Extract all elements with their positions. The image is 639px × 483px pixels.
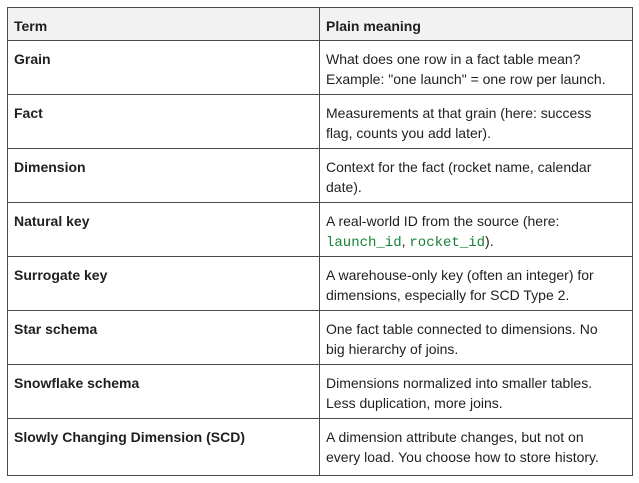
meaning-cell xyxy=(320,203,633,257)
meaning-cell xyxy=(320,41,633,95)
term-cell: Natural key xyxy=(8,203,320,257)
meaning-line: A real-world ID from the source (here: xyxy=(326,213,560,229)
term-cell: Snowflake schema xyxy=(8,365,320,419)
table-row xyxy=(8,311,633,365)
header-meaning: Plain meaning xyxy=(320,8,633,41)
meaning-line: Dimensions normalized into smaller tables. xyxy=(326,375,593,391)
glossary-table xyxy=(7,7,633,476)
table-row xyxy=(8,149,633,203)
code-rocket-id: rocket_id xyxy=(409,235,486,251)
term-cell: Surrogate key xyxy=(8,257,320,311)
header-term: Term xyxy=(8,8,320,41)
meaning-line: flag, counts you add later). xyxy=(326,125,491,141)
table-row xyxy=(8,365,633,419)
meaning-cell xyxy=(320,311,633,365)
table-row xyxy=(8,41,633,95)
meaning-cell xyxy=(320,95,633,149)
meaning-line: What does one row in a fact table mean? xyxy=(326,51,581,67)
meaning-line: Context for the fact (rocket name, calendar xyxy=(326,159,592,175)
meaning-line: dimensions, especially for SCD Type 2. xyxy=(326,287,570,303)
term-cell: Grain xyxy=(8,41,320,95)
table-row xyxy=(8,419,633,476)
meaning-cell xyxy=(320,365,633,419)
term-cell: Fact xyxy=(8,95,320,149)
table-row xyxy=(8,203,633,257)
meaning-line: Less duplication, more joins. xyxy=(326,395,503,411)
meaning-line: every load. You choose how to store history. xyxy=(326,449,599,465)
meaning-line: Example: "one launch" = one row per launch. xyxy=(326,71,606,87)
table-row xyxy=(8,95,633,149)
meaning-line: big hierarchy of joins. xyxy=(326,341,459,357)
table-row xyxy=(8,257,633,311)
term-cell: Dimension xyxy=(8,149,320,203)
code-launch-id: launch_id xyxy=(326,235,402,251)
term-cell: Star schema xyxy=(8,311,320,365)
meaning-line: One fact table connected to dimensions. No xyxy=(326,321,598,337)
meaning-cell xyxy=(320,257,633,311)
meaning-line: A dimension attribute changes, but not on xyxy=(326,429,584,445)
meaning-cell xyxy=(320,419,633,476)
meaning-line: Measurements at that grain (here: success xyxy=(326,105,592,121)
meaning-line: date). xyxy=(326,179,362,195)
header-row xyxy=(8,8,633,41)
meaning-tail: ). xyxy=(485,233,494,249)
term-cell: Slowly Changing Dimension (SCD) xyxy=(8,419,320,476)
meaning-line: A warehouse-only key (often an integer) for xyxy=(326,267,594,283)
code-separator: , xyxy=(401,233,410,249)
meaning-cell xyxy=(320,149,633,203)
